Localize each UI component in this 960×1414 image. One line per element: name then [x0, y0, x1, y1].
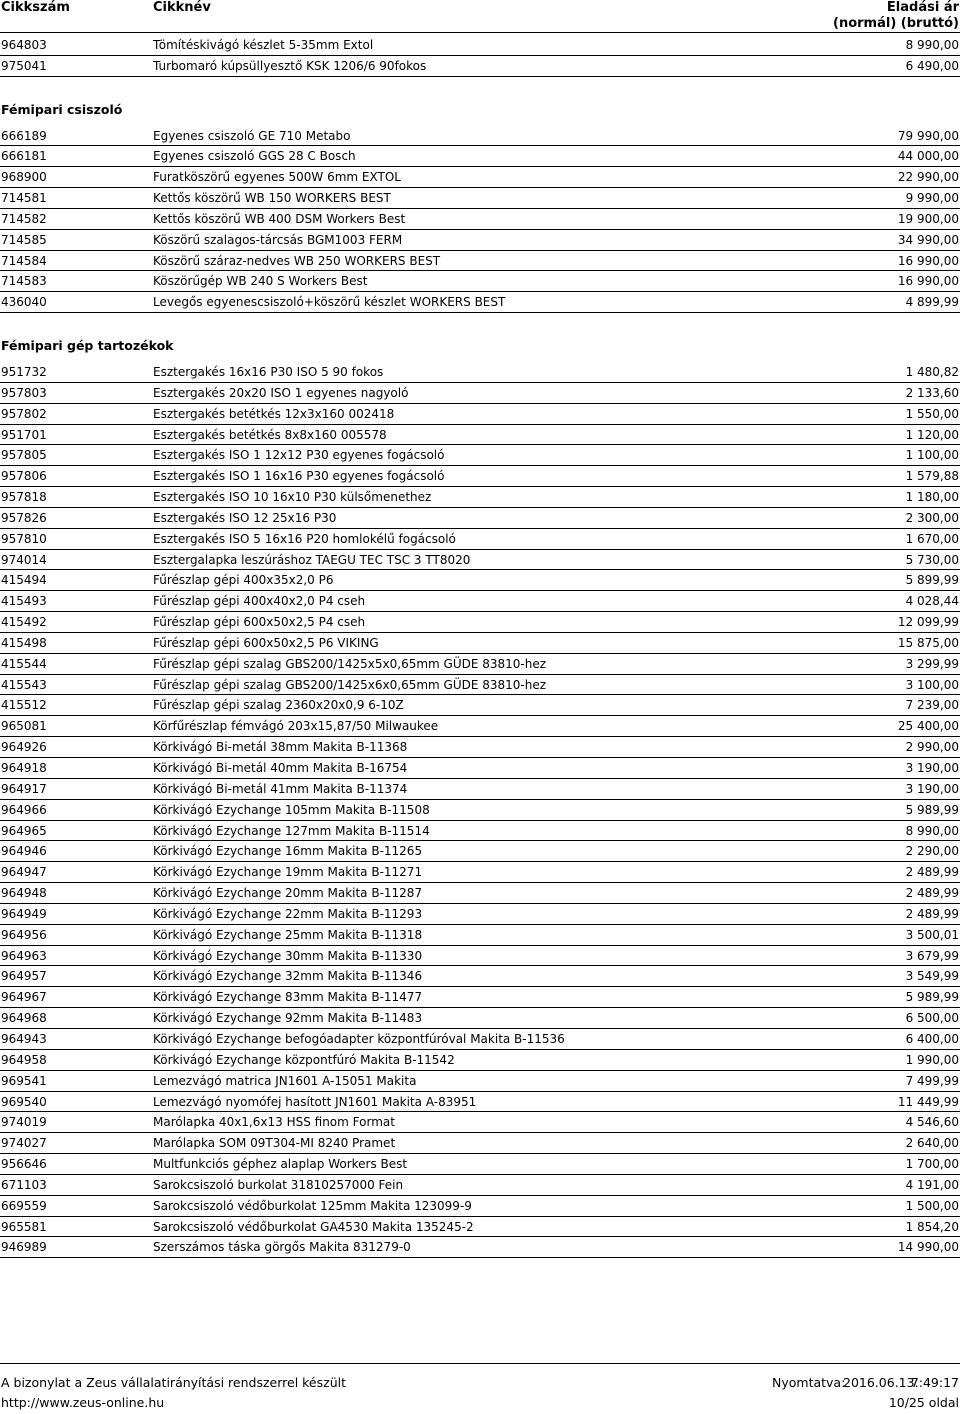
item-code: 968900	[1, 170, 47, 185]
item-code: 964957	[1, 969, 47, 984]
column-header-price-sub: (normál) (bruttó)	[833, 16, 959, 31]
table-row	[0, 293, 960, 314]
row-divider	[0, 403, 960, 404]
item-price: 2 489,99	[905, 865, 959, 880]
table-row	[0, 1093, 960, 1114]
table-row	[0, 863, 960, 884]
item-price: 12 099,99	[897, 615, 959, 630]
item-code: 964947	[1, 865, 47, 880]
item-price: 1 990,00	[905, 1052, 959, 1067]
item-price: 3 500,01	[905, 927, 959, 942]
table-row	[0, 509, 960, 530]
row-divider	[0, 799, 960, 800]
item-code: 964948	[1, 886, 47, 901]
table-row	[0, 717, 960, 738]
item-price: 8 990,00	[905, 38, 959, 52]
table-row	[0, 1134, 960, 1155]
table-row	[0, 926, 960, 947]
row-divider	[0, 1132, 960, 1133]
table-row	[0, 127, 960, 148]
table-row	[0, 1072, 960, 1093]
item-price: 3 679,99	[905, 948, 959, 963]
footer-divider	[0, 1363, 960, 1364]
item-code: 964946	[1, 844, 47, 859]
item-name: Esztergakés ISO 10 16x10 P30 külsőmenethez	[153, 490, 432, 505]
table-row	[0, 1051, 960, 1072]
item-name: Sarokcsiszoló védőburkolat GA4530 Makita 135245-2	[153, 1219, 474, 1234]
item-name: Körkivágó Bi-metál 41mm Makita B-11374	[153, 781, 408, 796]
table-row	[0, 655, 960, 676]
item-name: Körkivágó Bi-metál 40mm Makita B-16754	[153, 761, 408, 775]
item-name: Lemezvágó matrica JN1601 A-15051 Makita	[153, 1073, 417, 1088]
row-divider	[0, 569, 960, 570]
table-row	[0, 801, 960, 822]
item-price: 2 290,00	[905, 844, 959, 859]
table-row	[0, 57, 960, 78]
table-row	[0, 551, 960, 572]
table-row	[0, 272, 960, 293]
row-divider	[0, 486, 960, 487]
item-code: 415543	[1, 677, 47, 692]
item-price: 3 299,99	[905, 656, 959, 671]
item-price: 1 480,82	[905, 364, 959, 379]
section-spacer	[0, 78, 960, 99]
item-price: 7 239,00	[905, 698, 959, 713]
item-price: 4 899,99	[905, 295, 959, 310]
table-row	[0, 488, 960, 509]
table-row	[0, 780, 960, 801]
item-name: Turbomaró kúpsüllyesztő KSK 1206/6 90fokos	[153, 58, 427, 73]
row-divider	[0, 145, 960, 146]
footer-printed-label: Nyomtatva:	[772, 1375, 846, 1390]
item-price: 6 400,00	[905, 1031, 959, 1046]
item-name: Köszörű száraz-nedves WB 250 WORKERS BEST	[153, 253, 441, 268]
item-name: Körkivágó Ezychange 32mm Makita B-11346	[153, 969, 423, 984]
item-name: Tömítéskivágó készlet 5-35mm Extol	[153, 38, 374, 52]
item-code: 946989	[1, 1240, 47, 1255]
item-price: 3 190,00	[905, 761, 959, 775]
item-price: 1 120,00	[905, 427, 959, 442]
row-divider	[0, 444, 960, 445]
item-code: 714585	[1, 232, 47, 247]
item-code: 964949	[1, 906, 47, 921]
item-name: Levegős egyenescsiszoló+köszörű készlet WORKERS BEST	[153, 295, 506, 310]
item-price: 4 191,00	[905, 1177, 959, 1192]
item-code: 974027	[1, 1136, 47, 1151]
footer-printed-date: 2016.06.13.	[843, 1375, 919, 1390]
row-divider	[0, 291, 960, 292]
table-row	[0, 1176, 960, 1197]
row-divider	[0, 1257, 960, 1258]
item-name: Egyenes csiszoló GGS 28 C Bosch	[153, 149, 356, 164]
row-divider	[0, 778, 960, 779]
table-row	[0, 405, 960, 426]
item-price: 5 989,99	[905, 802, 959, 817]
table-row	[0, 1113, 960, 1134]
section-title: Fémipari csiszoló	[1, 101, 123, 117]
footer-page-number: 10/25 oldal	[888, 1395, 959, 1410]
item-code: 964967	[1, 990, 47, 1005]
item-price: 3 190,00	[905, 781, 959, 796]
item-code: 714581	[1, 191, 47, 206]
item-price: 2 300,00	[905, 510, 959, 525]
section-heading	[0, 99, 960, 125]
item-code: 965581	[1, 1219, 47, 1234]
section-title: Fémipari gép tartozékok	[1, 337, 174, 353]
table-row	[0, 905, 960, 926]
item-code: 951732	[1, 364, 47, 379]
table-row	[0, 147, 960, 168]
table-row	[0, 426, 960, 447]
product-table	[0, 36, 960, 1259]
item-name: Esztergakés ISO 1 16x16 P30 egyenes fogácsoló	[153, 469, 445, 484]
item-name: Esztergakés 16x16 P30 ISO 5 90 fokos	[153, 364, 384, 379]
item-code: 714584	[1, 253, 47, 268]
item-code: 964803	[1, 38, 47, 52]
row-divider	[0, 1216, 960, 1217]
item-price: 1 550,00	[905, 406, 959, 421]
row-divider	[0, 250, 960, 251]
table-row	[0, 530, 960, 551]
row-divider	[0, 986, 960, 987]
row-divider	[0, 1007, 960, 1008]
row-divider	[0, 528, 960, 529]
item-code: 964963	[1, 948, 47, 963]
item-price: 9 990,00	[905, 191, 959, 206]
item-code: 669559	[1, 1198, 47, 1213]
section-spacer	[0, 314, 960, 335]
item-code: 964918	[1, 761, 47, 775]
item-price: 6 490,00	[905, 58, 959, 73]
item-price: 2 990,00	[905, 740, 959, 755]
item-price: 25 400,00	[897, 719, 959, 734]
item-name: Körkivágó Ezychange 20mm Makita B-11287	[153, 886, 423, 901]
table-row	[0, 613, 960, 634]
row-divider	[0, 590, 960, 591]
item-code: 415494	[1, 573, 47, 588]
row-divider	[0, 208, 960, 209]
row-divider	[0, 632, 960, 633]
item-price: 1 100,00	[905, 448, 959, 463]
column-header-price: Eladási ár	[886, 0, 959, 15]
item-name: Körkivágó Bi-metál 38mm Makita B-11368	[153, 740, 408, 755]
item-code: 974019	[1, 1115, 47, 1130]
row-divider	[0, 1091, 960, 1092]
item-code: 964917	[1, 781, 47, 796]
column-header-name: Cikknév	[153, 0, 211, 15]
item-price: 6 500,00	[905, 1011, 959, 1026]
item-name: Fűrészlap gépi szalag 2360x20x0,9 6-10Z	[153, 698, 404, 713]
table-row	[0, 842, 960, 863]
row-divider	[0, 840, 960, 841]
row-divider	[0, 820, 960, 821]
item-price: 3 549,99	[905, 969, 959, 984]
table-row	[0, 738, 960, 759]
item-name: Esztergalapka leszúráshoz TAEGU TEC TSC 3 TT8020	[153, 552, 471, 567]
table-row	[0, 1238, 960, 1259]
row-divider	[0, 55, 960, 56]
table-row	[0, 446, 960, 467]
table-row	[0, 467, 960, 488]
item-code: 957806	[1, 469, 47, 484]
table-row	[0, 1155, 960, 1176]
item-code: 714582	[1, 211, 47, 226]
item-name: Kettős köszörű WB 400 DSM Workers Best	[153, 211, 406, 226]
item-code: 415492	[1, 615, 47, 630]
row-divider	[0, 694, 960, 695]
table-row	[0, 363, 960, 384]
item-name: Körkivágó Ezychange központfúró Makita B-11542	[153, 1052, 455, 1067]
item-code: 957803	[1, 385, 47, 400]
item-name: Körkivágó Ezychange 22mm Makita B-11293	[153, 906, 423, 921]
item-name: Marólapka 40x1,6x13 HSS finom Format	[153, 1115, 395, 1130]
item-code: 436040	[1, 295, 47, 310]
table-row	[0, 571, 960, 592]
table-row	[0, 676, 960, 697]
item-price: 34 990,00	[897, 232, 959, 247]
row-divider	[0, 653, 960, 654]
row-divider	[0, 229, 960, 230]
item-price: 2 640,00	[905, 1136, 959, 1151]
item-price: 16 990,00	[897, 253, 959, 268]
table-row	[0, 1009, 960, 1030]
item-name: Szerszámos táska görgős Makita 831279-0	[153, 1240, 411, 1255]
table-row	[0, 36, 960, 57]
item-price: 16 990,00	[897, 274, 959, 289]
item-price: 1 500,00	[905, 1198, 959, 1213]
item-name: Körkivágó Ezychange 127mm Makita B-11514	[153, 823, 430, 838]
item-name: Esztergakés ISO 12 25x16 P30	[153, 510, 337, 525]
item-price: 22 990,00	[897, 170, 959, 185]
item-name: Körkivágó Ezychange 19mm Makita B-11271	[153, 865, 423, 880]
item-code: 974014	[1, 552, 47, 567]
item-code: 957818	[1, 490, 47, 505]
item-name: Fűrészlap gépi 400x40x2,0 P4 cseh	[153, 594, 366, 609]
item-price: 1 700,00	[905, 1157, 959, 1172]
table-row	[0, 168, 960, 189]
item-code: 965081	[1, 719, 47, 734]
item-name: Lemezvágó nyomófej hasított JN1601 Makita A-83951	[153, 1094, 477, 1109]
table-row	[0, 189, 960, 210]
item-name: Esztergakés 20x20 ISO 1 egyenes nagyoló	[153, 385, 409, 400]
footer-printed-time: 7:49:17	[910, 1375, 959, 1390]
item-code: 671103	[1, 1177, 47, 1192]
item-code: 956646	[1, 1157, 47, 1172]
item-name: Fűrészlap gépi 600x50x2,5 P4 cseh	[153, 615, 366, 630]
item-name: Esztergakés betétkés 12x3x160 002418	[153, 406, 395, 421]
row-divider	[0, 611, 960, 612]
table-row	[0, 210, 960, 231]
item-code: 964943	[1, 1031, 47, 1046]
item-price: 11 449,99	[897, 1094, 959, 1109]
item-code: 969541	[1, 1073, 47, 1088]
item-name: Egyenes csiszoló GE 710 Metabo	[153, 128, 351, 143]
item-name: Körkivágó Ezychange 25mm Makita B-11318	[153, 927, 423, 942]
row-divider	[0, 465, 960, 466]
item-code: 975041	[1, 58, 47, 73]
table-row	[0, 592, 960, 613]
item-price: 3 100,00	[905, 677, 959, 692]
row-divider	[0, 1195, 960, 1196]
item-code: 964956	[1, 927, 47, 942]
table-row	[0, 884, 960, 905]
item-code: 964965	[1, 823, 47, 838]
item-name: Köszörű szalagos-tárcsás BGM1003 FERM	[153, 232, 403, 247]
item-name: Körkivágó Ezychange 16mm Makita B-11265	[153, 844, 423, 859]
item-code: 951701	[1, 427, 47, 442]
row-divider	[0, 1111, 960, 1112]
item-name: Marólapka SOM 09T304-MI 8240 Pramet	[153, 1136, 396, 1151]
table-row	[0, 947, 960, 968]
item-name: Fűrészlap gépi 400x35x2,0 P6	[153, 573, 334, 588]
row-divider	[0, 312, 960, 313]
row-divider	[0, 736, 960, 737]
item-code: 415498	[1, 635, 47, 650]
row-divider	[0, 270, 960, 271]
footer-generated-by: A bizonylat a Zeus vállalatirányítási rendszerrel készült	[1, 1375, 346, 1390]
table-header	[0, 0, 960, 36]
item-code: 964966	[1, 802, 47, 817]
item-price: 79 990,00	[897, 128, 959, 143]
item-code: 415493	[1, 594, 47, 609]
item-price: 15 875,00	[897, 635, 959, 650]
item-code: 957802	[1, 406, 47, 421]
item-price: 1 854,20	[905, 1219, 959, 1234]
item-price: 1 180,00	[905, 490, 959, 505]
row-divider	[0, 674, 960, 675]
row-divider	[0, 382, 960, 383]
row-divider	[0, 1236, 960, 1237]
item-price: 4 028,44	[905, 594, 959, 609]
row-divider	[0, 1028, 960, 1029]
table-row	[0, 1218, 960, 1239]
item-price: 8 990,00	[905, 823, 959, 838]
item-code: 666189	[1, 128, 47, 143]
item-name: Esztergakés betétkés 8x8x160 005578	[153, 427, 387, 442]
row-divider	[0, 507, 960, 508]
row-divider	[0, 1049, 960, 1050]
item-name: Fűrészlap gépi szalag GBS200/1425x6x0,65mm GÜDE 83810-hez	[153, 677, 547, 692]
item-price: 1 579,88	[905, 469, 959, 484]
item-name: Körkivágó Ezychange 92mm Makita B-11483	[153, 1011, 423, 1026]
row-divider	[0, 882, 960, 883]
item-price: 5 899,99	[905, 573, 959, 588]
item-price: 14 990,00	[897, 1240, 959, 1255]
item-code: 964926	[1, 740, 47, 755]
row-divider	[0, 965, 960, 966]
item-name: Esztergakés ISO 5 16x16 P20 homlokélű fogácsoló	[153, 531, 456, 546]
item-name: Fűrészlap gépi szalag GBS200/1425x5x0,65mm GÜDE 83810-hez	[153, 656, 547, 671]
item-price: 7 499,99	[905, 1073, 959, 1088]
row-divider	[0, 903, 960, 904]
item-name: Sarokcsiszoló védőburkolat 125mm Makita 123099-9	[153, 1198, 472, 1213]
row-divider	[0, 166, 960, 167]
item-price: 4 546,60	[905, 1115, 959, 1130]
item-price: 2 489,99	[905, 886, 959, 901]
table-row	[0, 252, 960, 273]
table-row	[0, 822, 960, 843]
row-divider	[0, 1070, 960, 1071]
item-code: 415544	[1, 656, 47, 671]
item-name: Kettős köszörű WB 150 WORKERS BEST	[153, 191, 391, 206]
item-name: Körkivágó Ezychange 105mm Makita B-11508	[153, 802, 430, 817]
table-row	[0, 696, 960, 717]
item-price: 5 730,00	[905, 552, 959, 567]
row-divider	[0, 549, 960, 550]
table-row	[0, 231, 960, 252]
item-code: 957826	[1, 510, 47, 525]
row-divider	[0, 924, 960, 925]
item-price: 5 989,99	[905, 990, 959, 1005]
table-row	[0, 634, 960, 655]
item-name: Körfűrészlap fémvágó 203x15,87/50 Milwaukee	[153, 719, 439, 734]
row-divider	[0, 1153, 960, 1154]
item-name: Körkivágó Ezychange befogóadapter központfúróval Makita B-11536	[153, 1031, 565, 1046]
item-name: Esztergakés ISO 1 12x12 P30 egyenes fogácsoló	[153, 448, 445, 463]
row-divider	[0, 424, 960, 425]
table-row	[0, 988, 960, 1009]
item-name: Köszörűgép WB 240 S Workers Best	[153, 274, 368, 289]
footer-url-link[interactable]: http://www.zeus-online.hu	[1, 1395, 165, 1410]
header-divider	[0, 32, 960, 33]
row-divider	[0, 757, 960, 758]
item-name: Multfunkciós géphez alaplap Workers Best	[153, 1157, 408, 1172]
table-row	[0, 384, 960, 405]
item-name: Sarokcsiszoló burkolat 31810257000 Fein	[153, 1177, 404, 1192]
row-divider	[0, 187, 960, 188]
table-row	[0, 759, 960, 780]
item-price: 19 900,00	[897, 211, 959, 226]
item-code: 714583	[1, 274, 47, 289]
row-divider	[0, 1174, 960, 1175]
item-code: 964958	[1, 1052, 47, 1067]
item-code: 957805	[1, 448, 47, 463]
item-price: 1 670,00	[905, 531, 959, 546]
item-name: Furatköszörű egyenes 500W 6mm EXTOL	[153, 170, 401, 185]
item-name: Körkivágó Ezychange 83mm Makita B-11477	[153, 990, 423, 1005]
item-price: 2 489,99	[905, 906, 959, 921]
item-name: Körkivágó Ezychange 30mm Makita B-11330	[153, 948, 423, 963]
row-divider	[0, 945, 960, 946]
item-code: 964968	[1, 1011, 47, 1026]
item-price: 2 133,60	[905, 385, 959, 400]
section-heading	[0, 335, 960, 361]
row-divider	[0, 76, 960, 77]
item-code: 415512	[1, 698, 47, 713]
item-code: 957810	[1, 531, 47, 546]
item-code: 969540	[1, 1094, 47, 1109]
row-divider	[0, 715, 960, 716]
column-header-code: Cikkszám	[1, 0, 70, 15]
item-price: 44 000,00	[897, 149, 959, 164]
item-name: Fűrészlap gépi 600x50x2,5 P6 VIKING	[153, 635, 379, 650]
table-row	[0, 1197, 960, 1218]
row-divider	[0, 861, 960, 862]
table-row	[0, 967, 960, 988]
table-row	[0, 1030, 960, 1051]
item-code: 666181	[1, 149, 47, 164]
